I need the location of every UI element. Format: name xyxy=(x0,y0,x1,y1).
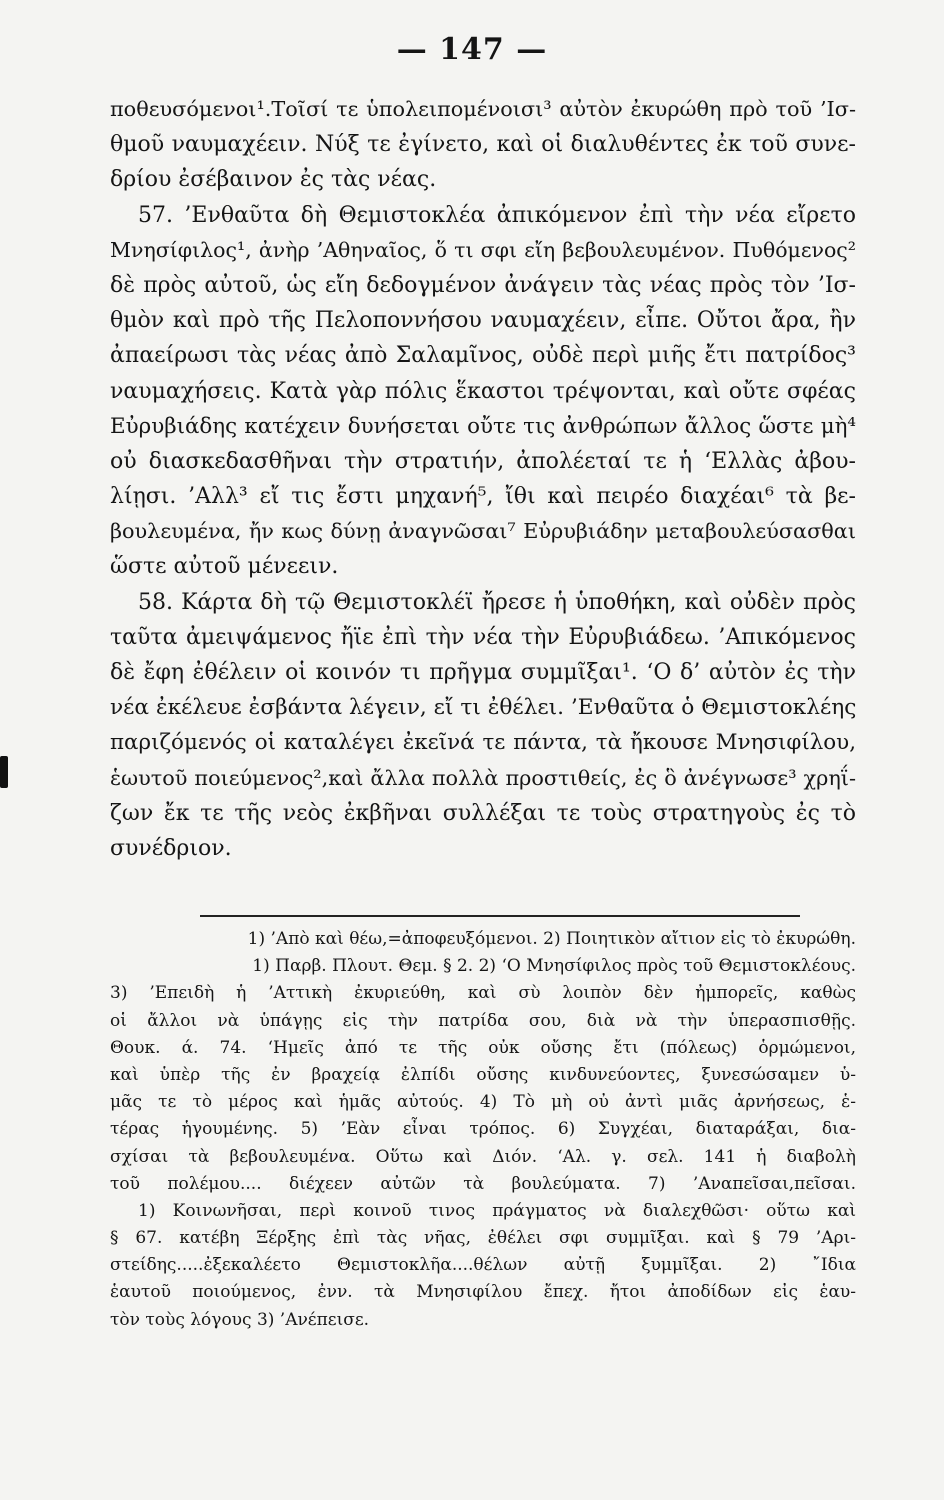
text-line: ποθευσόμενοι¹.Τοῖσί τε ὑπολειπομένοισι³ αὐτὸν ἐκυρώθη πρὸ τοῦ ’Ισ- xyxy=(110,97,856,121)
footnotes xyxy=(110,926,856,1334)
text-line: ἀπαείρωσι τὰς νέας ἀπὸ Σαλαμῖνος, οὐδὲ περὶ μιῆς ἔτι πατρίδος³ xyxy=(110,343,856,369)
text-line: ὥστε αὐτοῦ μένεειν. xyxy=(110,554,339,580)
footnote-line: καὶ ὑπὲρ τῆς ἐν βραχείᾳ ἐλπίδι οὔσης κινδυνεύοντες, ξυνεσώσαμεν ὑ- xyxy=(110,1064,856,1085)
text-line: βουλευμένα, ἤν κως δύνῃ ἀναγνῶσαι⁷ Εὐρυβιάδην μεταβουλεύσασθαι xyxy=(110,519,856,544)
main-text xyxy=(110,92,856,866)
footnote-line: ἑαυτοῦ ποιούμενος, ἐνν. τὰ Μνησιφίλου ἔπεχ. ἤτοι ἀποδίδων εἰς ἑαυ- xyxy=(110,1282,856,1303)
section-57-start: 57. ’Ενθαῦτα δὴ Θεμιστοκλέα ἀπικόμενον ἐπὶ τὴν νέα εἴρετο xyxy=(138,202,856,228)
footnote-line: 1) Κοινωνῆσαι, περὶ κοινοῦ τινος πράγματος νὰ διαλεχθῶσι· οὕτω καὶ xyxy=(138,1200,856,1221)
text-line: οὐ διασκεδασθῆναι τὴν στρατιήν, ἀπολέεταί τε ἡ ‘Ελλὰς ἀβου- xyxy=(110,448,856,474)
text-line: δὲ ἔφη ἐθέλειν οἱ κοινόν τι πρῆγμα συμμῖξαι¹. ‘Ο δ’ αὐτὸν ἐς τὴν xyxy=(110,660,856,685)
text-line: θμοῦ ναυμαχέειν. Νύξ τε ἐγίνετο, καὶ οἱ διαλυθέντες ἐκ τοῦ συνε- xyxy=(110,132,856,158)
page-number: — 147 — xyxy=(396,32,548,67)
footnote-line: μᾶς τε τὸ μέρος καὶ ἡμᾶς αὐτούς. 4) Τὸ μὴ οὐ ἀντὶ μιᾶς ἀρνήσεως, ἑ- xyxy=(110,1092,856,1113)
footnote-line: τὸν τοὺς λόγους 3) ’Ανέπεισε. xyxy=(110,1309,370,1330)
footnote-line: στείδης.....ἐξεκαλέετο Θεμιστοκλῆα....θέλων αὐτῇ ξυμμῖξαι. 2) ῎Ιδια xyxy=(110,1255,856,1276)
footnote-line: 3) ’Επειδὴ ἡ ’Αττικὴ ἐκυριεύθη, καὶ σὺ λοιπὸν δὲν ἠμπορεῖς, καθὼς xyxy=(110,983,856,1004)
text-line: συνέδριον. xyxy=(110,835,232,861)
text-line: δρίου ἐσέβαινον ἐς τὰς νέας. xyxy=(110,167,437,193)
text-line: νέα ἐκέλευε ἐσβάντα λέγειν, εἴ τι ἐθέλει. ’Ενθαῦτα ὁ Θεμιστοκλέης xyxy=(110,695,856,721)
footnote-divider xyxy=(200,915,800,917)
section-58-start: 58. Κάρτα δὴ τῷ Θεμιστοκλέϊ ἤρεσε ἡ ὑποθήκη, καὶ οὐδὲν πρὸς xyxy=(138,589,856,615)
text-line: Εὐρυβιάδης κατέχειν δυνήσεται οὔτε τις ἀνθρώπων ἄλλος ὥστε μὴ⁴ xyxy=(110,413,856,439)
footnote-line: οἱ ἄλλοι νὰ ὑπάγῃς εἰς τὴν πατρίδα σου, διὰ νὰ τὴν ὑπερασπισθῇς. xyxy=(110,1010,856,1031)
footnote-line: τοῦ πολέμου.... διέχεεν αὐτῶν τὰ βουλεύματα. 7) ’Αναπεῖσαι,πεῖσαι. xyxy=(110,1173,856,1194)
footnote-line: 1) Παρβ. Πλουτ. Θεμ. § 2. 2) ‘Ο Μνησίφιλος πρὸς τοῦ Θεμιστοκλέους. xyxy=(252,956,856,977)
text-line: δὲ πρὸς αὐτοῦ, ὡς εἴη δεδογμένον ἀνάγειν τὰς νέας πρὸς τὸν ’Ισ- xyxy=(110,272,856,298)
footnote-line: τέρας ἡγουμένης. 5) ’Εὰν εἶναι τρόπος. 6) Συγχέαι, διαταράξαι, δια- xyxy=(110,1119,856,1140)
text-line: Μνησίφιλος¹, ἀνὴρ ’Αθηναῖος, ὅ τι σφι εἴη βεβουλευμένον. Πυθόμενος² xyxy=(110,237,856,262)
text-line: ἑωυτοῦ ποιεύμενος²,καὶ ἄλλα πολλὰ προστιθείς, ἐς ὃ ἀνέγνωσε³ χρηΐ- xyxy=(110,765,856,790)
text-line: ζων ἔκ τε τῆς νεὸς ἐκβῆναι συλλέξαι τε τοὺς στρατηγοὺς ἐς τὸ xyxy=(110,800,856,826)
footnote-line: σχίσαι τὰ βεβουλευμένα. Οὕτω καὶ Διόν. ‘Αλ. γ. σελ. 141 ἡ διαβολὴ xyxy=(110,1146,856,1167)
text-line: παριζόμενός οἱ καταλέγει ἐκεῖνά τε πάντα, τὰ ἤκουσε Μνησιφίλου, xyxy=(110,730,856,756)
margin-ink-mark xyxy=(0,756,8,788)
footnote-line: Θουκ. ά. 74. ‘Ημεῖς ἀπό τε τῆς οὐκ οὔσης ἔτι (πόλεως) ὁρμώμενοι, xyxy=(110,1037,856,1058)
text-line: ναυμαχήσεις. Κατὰ γὰρ πόλις ἕκαστοι τρέψονται, καὶ οὔτε σφέας xyxy=(110,378,856,404)
text-line: θμὸν καὶ πρὸ τῆς Πελοποννήσου ναυμαχέειν, εἶπε. Οὔτοι ἄρα, ἢν xyxy=(110,308,856,334)
footnote-line: 1) ’Απὸ καὶ θέω,=ἀποφευξόμενοι. 2) Ποιητικὸν αἴτιον εἰς τὸ ἐκυρώθη. xyxy=(247,929,856,949)
text-line: ταῦτα ἀμειψάμενος ἤϊε ἐπὶ τὴν νέα τὴν Εὐρυβιάδεω. ’Απικόμενος xyxy=(110,624,856,650)
footnote-line: § 67. κατέβη Ξέρξης ἐπὶ τὰς νῆας, ἐθέλει σφι συμμῖξαι. καὶ § 79 ’Αρι- xyxy=(110,1228,856,1249)
text-line: λίῃσι. ’Αλλ³ εἴ τις ἔστι μηχανή⁵, ἴθι καὶ πειρέο διαχέαι⁶ τὰ βε- xyxy=(110,484,856,510)
